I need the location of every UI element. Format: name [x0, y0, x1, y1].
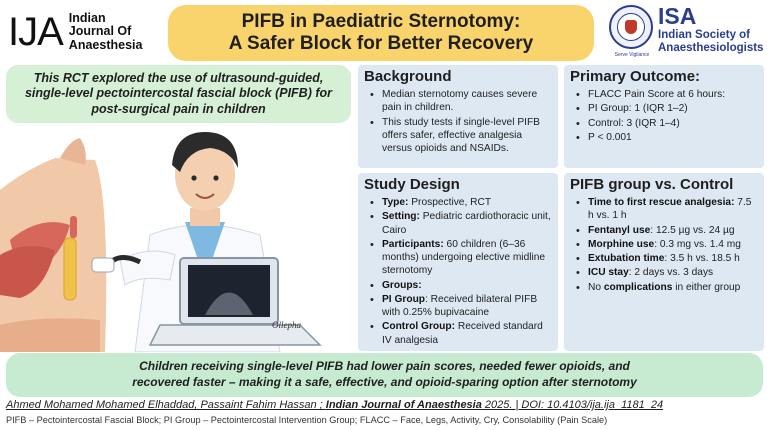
comparison-item: [574, 281, 758, 294]
isa-name: [658, 29, 763, 54]
background-list: [364, 88, 552, 155]
design-item-participants: [368, 238, 552, 278]
ija-logo-mark: IJA: [8, 10, 63, 54]
conclusion-line1: Children receiving single-level PIFB had lower pain scores, needed fewer opioids, and: [139, 359, 630, 374]
journal-name-line3: Anaesthesia: [68, 37, 143, 52]
design-value: 60 children (6–36 months) undergoing elective midline sternotomy: [382, 238, 546, 277]
conclusion-line2: recovered faster – making it a safe, effective, and opioid-sparing option after sternotomy: [132, 375, 637, 389]
design-value: Pediatric cardiothoracic unit, Cairo: [382, 211, 551, 236]
comparison-item: [574, 252, 758, 265]
study-design-title: Study Design: [364, 176, 460, 193]
background-item: • This study tests if single-level PIFB offers safer, effective analgesia versus opioids and NSAIDs.: [368, 116, 552, 156]
illustrator-signature: Ollepha: [272, 320, 301, 330]
design-item-pi-group: [368, 293, 552, 320]
title-banner: [168, 5, 594, 61]
comparison-label: Fentanyl use: [588, 224, 651, 236]
comparison-panel: [564, 173, 764, 351]
design-label: Control Group:: [382, 321, 455, 333]
ija-logo: [8, 6, 173, 58]
comparison-value: : 2 days vs. 3 days: [628, 267, 714, 279]
torso-anatomy-illustration: [0, 138, 106, 352]
isa-abbr: ISA: [658, 3, 697, 29]
comparison-label: Morphine use: [588, 238, 655, 250]
comparison-value: 7.5 h vs. 1 h: [588, 197, 752, 222]
isa-name-line2: Anaesthesiologists: [658, 41, 764, 54]
outcome-item: • P < 0.001: [574, 131, 758, 144]
intro-text: This RCT explored the use of ultrasound-guided, single-level pectointercostal fascial block (PIFB) for post-surgical pain in children: [24, 70, 333, 116]
comparison-value: : 3.5 h vs. 18.5 h: [664, 253, 740, 264]
doctor-ultrasound-illustration: [0, 120, 357, 352]
background-item: • Median sternotomy causes severe pain in children.: [368, 88, 552, 115]
comparison-label: Extubation time: [588, 253, 665, 264]
citation-journal: Indian Journal of Anaesthesia: [325, 399, 482, 411]
design-value: Prospective, RCT: [408, 197, 492, 208]
isa-name-line1: Indian Society of: [658, 29, 751, 41]
design-label: Type:: [382, 197, 409, 208]
primary-outcome-list: [570, 88, 758, 144]
intro-box: [6, 65, 351, 123]
background-title: Background: [364, 68, 452, 85]
citation[interactable]: [6, 399, 766, 411]
isa-logo: [607, 3, 767, 63]
comparison-item: [574, 238, 758, 251]
abbreviations: PIFB – Pectointercostal Fascial Block; PI Group – Pectointercostal Intervention Group; FLACC – Face, Legs, Activity, Cry, Consolability (Pain Scale): [6, 415, 608, 425]
design-label: Setting:: [382, 211, 420, 223]
comparison-item: [574, 224, 758, 237]
comparison-list: [570, 196, 758, 294]
journal-name: [69, 12, 143, 51]
comparison-label: ICU stay: [588, 267, 629, 279]
comparison-title: PIFB group vs. Control: [570, 176, 734, 193]
comparison-value: : 0.3 mg vs. 1.4 mg: [654, 238, 741, 250]
isa-seal-icon: [609, 5, 653, 49]
title-line2: A Safer Block for Better Recovery: [228, 33, 534, 54]
primary-outcome-panel: [564, 65, 764, 168]
outcome-item: • FLACC Pain Score at 6 hours:: [574, 88, 758, 101]
design-label: Participants:: [382, 238, 444, 250]
design-value: : Received bilateral PIFB with 0.25% bupivacaine: [382, 293, 538, 318]
isa-motto: Serve Vigilance: [614, 52, 650, 58]
comparison-value: in either group: [672, 281, 741, 293]
comparison-item: [574, 196, 758, 223]
design-item-groups: [368, 279, 552, 292]
study-design-panel: [358, 173, 558, 351]
primary-outcome-title: Primary Outcome:: [570, 68, 701, 85]
journal-name-line2: Journal Of: [68, 24, 132, 39]
comparison-label: complications: [603, 281, 673, 293]
comparison-item: [574, 266, 758, 279]
outcome-item: • PI Group: 1 (IQR 1–2): [574, 102, 758, 115]
comparison-value: No: [588, 281, 604, 293]
title-line1: PIFB in Paediatric Sternotomy:: [241, 11, 521, 33]
study-design-list: [364, 196, 552, 347]
comparison-label: Time to first rescue analgesia:: [588, 197, 735, 208]
citation-doi: 2025. | DOI: 10.4103/ija.ija_1181_24: [481, 399, 664, 411]
outcome-item: • Control: 3 (IQR 1–4): [574, 117, 758, 130]
design-value: Received standard IV analgesia: [382, 321, 543, 346]
journal-name-line1: Indian: [68, 11, 106, 26]
design-item-control-group: [368, 320, 552, 347]
design-item-setting: [368, 210, 552, 237]
design-label: PI Group: [382, 293, 426, 305]
design-item-type: [368, 196, 552, 209]
background-panel: [358, 65, 558, 168]
conclusion-banner: [6, 353, 763, 397]
comparison-value: : 12.5 µg vs. 24 µg: [650, 224, 735, 236]
design-label: Groups:: [382, 279, 422, 291]
citation-authors: Ahmed Mohamed Mohamed Elhaddad, Passaint Fahim Hassan ;: [6, 399, 326, 411]
